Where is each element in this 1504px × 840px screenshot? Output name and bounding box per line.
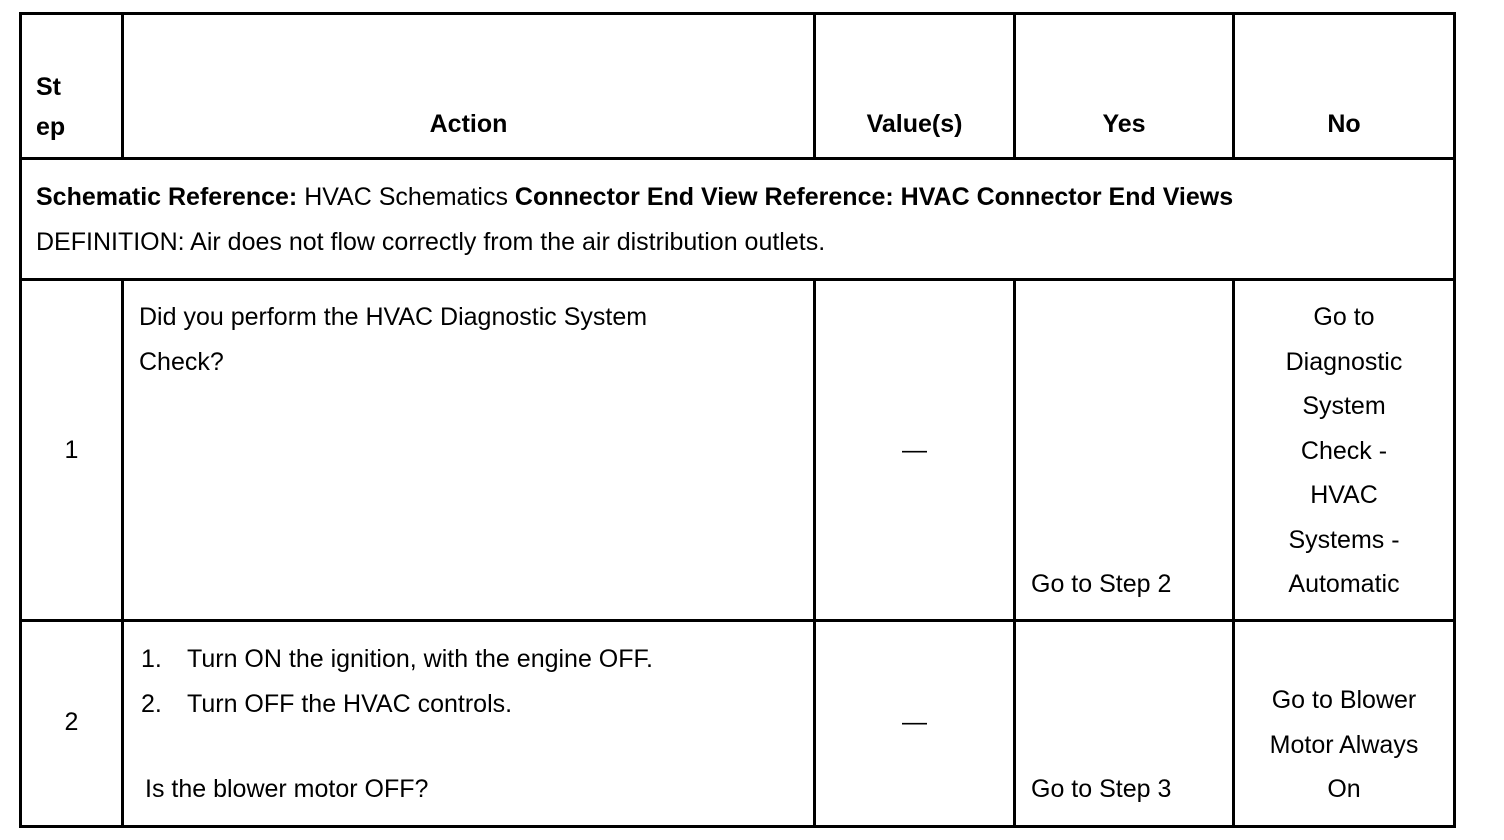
reference-line [36,175,1446,220]
row2-no-link[interactable] [1235,678,1453,812]
row-divider [19,619,1456,622]
row1-no-line: Go to [1313,303,1375,331]
header-step [36,67,116,147]
row1-no-line: Systems - [1288,525,1400,554]
row2-action-question: Is the blower motor OFF? [145,775,429,803]
row1-no-line: Diagnostic [1285,347,1403,376]
diagnostic-table [19,12,1456,828]
row1-no-line: System [1302,392,1386,420]
header-step-line2: ep [36,113,66,141]
row2-no-line: Go to Blower [1271,686,1417,714]
list-number: 2. [141,689,162,718]
row1-no-link[interactable] [1235,295,1453,607]
header-yes: Yes [1102,110,1146,138]
row2-value: — [902,708,927,736]
column-divider-action [813,278,816,828]
row2-yes-link[interactable]: Go to Step 3 [1031,775,1172,803]
header-action: Action [429,110,508,138]
header-values: Value(s) [866,110,963,138]
row1-step: 1 [64,436,79,464]
list-text: Turn ON the ignition, with the engine OFF. [187,645,653,673]
header-step-line1: St [36,73,61,101]
connector-reference-label: Connector End View Reference: [514,183,894,211]
reference-divider [19,278,1456,281]
definition-text: DEFINITION: Air does not flow correctly from the air distribution outlets. [36,228,826,256]
schematic-reference-link[interactable]: HVAC Schematics [304,183,508,211]
row1-no-line: Automatic [1288,570,1400,598]
column-divider-step [121,278,124,828]
row2-action-item [141,637,811,682]
connector-reference-link[interactable]: HVAC Connector End Views [900,183,1234,211]
header-divider [19,157,1456,160]
list-number: 1. [141,645,162,673]
list-text: Turn OFF the HVAC controls. [187,689,513,718]
column-divider-values [1013,278,1016,828]
row1-yes-link[interactable]: Go to Step 2 [1031,570,1172,598]
row1-action-line: Check? [139,347,224,376]
row1-value: — [902,436,927,464]
row1-action [139,295,809,384]
header-no: No [1327,110,1361,138]
row2-no-line: Motor Always [1269,730,1419,759]
schematic-reference-label: Schematic Reference: [36,183,298,211]
reference-cell [36,175,1446,265]
row2-step: 2 [64,708,79,736]
row2-no-line: On [1327,775,1361,803]
table-border-top [19,12,1456,15]
row1-no-line: Check - [1300,436,1388,465]
table-border-right [1453,12,1456,828]
row2-action-item [141,682,811,727]
row1-no-line: HVAC [1310,481,1378,509]
table-border-bottom [19,825,1456,828]
row2-action [141,637,811,726]
row1-action-line: Did you perform the HVAC Diagnostic System [139,303,648,331]
